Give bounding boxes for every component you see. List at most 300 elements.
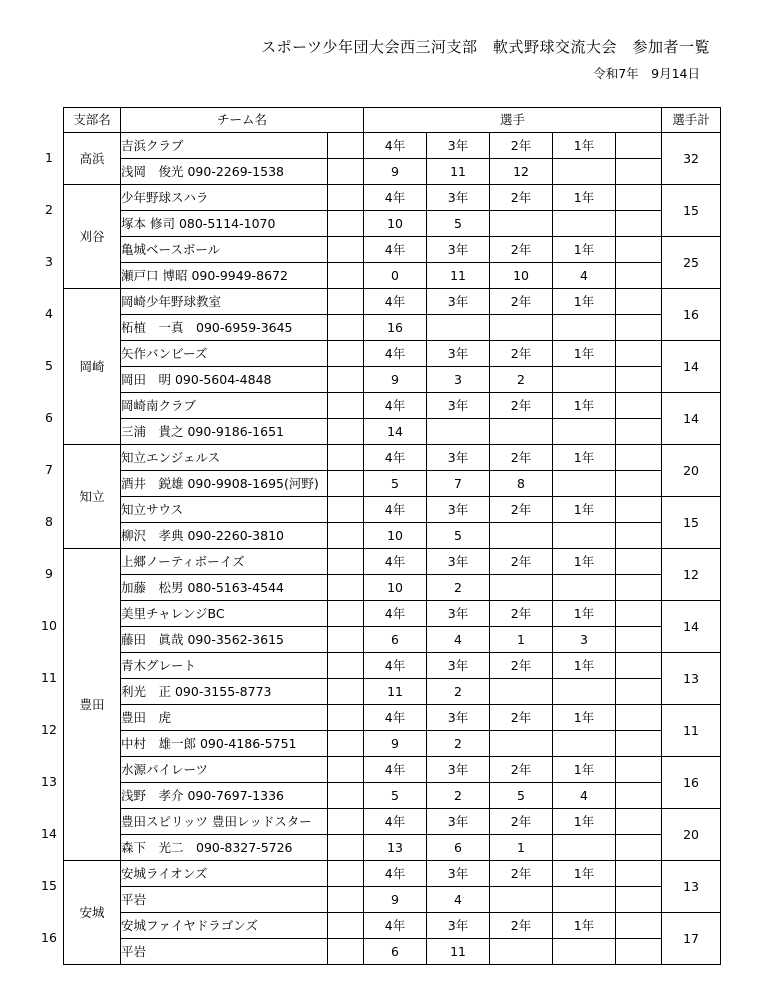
contact-info: 森下 光二 090-8327-5726: [121, 835, 328, 861]
grade-label: 2年: [490, 185, 553, 211]
team-name-spacer: [328, 393, 364, 419]
contact-info: 加藤 松男 080-5163-4544: [121, 575, 328, 601]
grade-count: [490, 523, 553, 549]
grade-count: [553, 887, 616, 913]
count-spacer: [616, 523, 662, 549]
grade-label: 3年: [427, 445, 490, 471]
grade-count: 12: [490, 159, 553, 185]
grade-label: 4年: [364, 393, 427, 419]
grade-label: 2年: [490, 705, 553, 731]
grade-count: [490, 887, 553, 913]
contact-row: [64, 263, 721, 289]
header-total: 選手計: [662, 108, 721, 133]
grade-count: [490, 211, 553, 237]
team-name: 吉浜クラブ: [121, 133, 328, 159]
contact-row: [64, 731, 721, 757]
team-row: [64, 653, 721, 679]
contact-spacer: [328, 627, 364, 653]
grade-count: 1: [490, 835, 553, 861]
count-spacer: [616, 783, 662, 809]
contact-spacer: [328, 263, 364, 289]
grade-count: 5: [364, 783, 427, 809]
grade-count: 9: [364, 731, 427, 757]
team-row: [64, 289, 721, 315]
grade-label: 3年: [427, 393, 490, 419]
grade-count: 4: [553, 263, 616, 289]
count-spacer: [616, 679, 662, 705]
branch-name: 知立: [64, 445, 121, 549]
team-row: [64, 705, 721, 731]
grade-count: 9: [364, 887, 427, 913]
grade-label: 3年: [427, 653, 490, 679]
grade-label: 2年: [490, 549, 553, 575]
team-row: [64, 757, 721, 783]
player-total: 15: [662, 185, 721, 237]
team-name-spacer: [328, 705, 364, 731]
contact-row: [64, 315, 721, 341]
player-total: 16: [662, 757, 721, 809]
grade-label: 1年: [553, 341, 616, 367]
team-name-spacer: [328, 601, 364, 627]
grade-label: 3年: [427, 913, 490, 939]
player-total: 14: [662, 601, 721, 653]
grade-label: 1年: [553, 757, 616, 783]
contact-info: 藤田 眞哉 090-3562-3615: [121, 627, 328, 653]
grade-label: 2年: [490, 393, 553, 419]
grade-label: 2年: [490, 497, 553, 523]
grade-spacer: [616, 913, 662, 939]
branch-name: 高浜: [64, 133, 121, 185]
player-total: 16: [662, 289, 721, 341]
count-spacer: [616, 575, 662, 601]
contact-row: [64, 367, 721, 393]
grade-count: [490, 939, 553, 965]
contact-spacer: [328, 783, 364, 809]
contact-info: 平岩: [121, 887, 328, 913]
contact-row: [64, 835, 721, 861]
contact-row: [64, 783, 721, 809]
grade-label: 4年: [364, 237, 427, 263]
header-team: チーム名: [121, 108, 364, 133]
contact-row: [64, 887, 721, 913]
grade-label: 3年: [427, 341, 490, 367]
team-row: [64, 601, 721, 627]
player-total: 13: [662, 653, 721, 705]
team-name: 青木グレート: [121, 653, 328, 679]
player-total: 17: [662, 913, 721, 965]
team-row: [64, 341, 721, 367]
grade-label: 2年: [490, 601, 553, 627]
team-name-spacer: [328, 809, 364, 835]
contact-info: 浅岡 俊光 090-2269-1538: [121, 159, 328, 185]
grade-label: 4年: [364, 133, 427, 159]
grade-spacer: [616, 861, 662, 887]
team-name: 豊田 虎: [121, 705, 328, 731]
grade-count: [553, 211, 616, 237]
team-row: [64, 445, 721, 471]
contact-row: [64, 939, 721, 965]
team-row: [64, 393, 721, 419]
row-number: 16: [41, 929, 57, 945]
grade-label: 4年: [364, 289, 427, 315]
grade-count: [553, 939, 616, 965]
row-number: 4: [45, 305, 53, 321]
row-number: 15: [41, 877, 57, 893]
grade-count: 2: [427, 783, 490, 809]
grade-label: 4年: [364, 861, 427, 887]
team-name-spacer: [328, 341, 364, 367]
grade-label: 1年: [553, 861, 616, 887]
contact-spacer: [328, 575, 364, 601]
grade-spacer: [616, 237, 662, 263]
team-row: [64, 861, 721, 887]
grade-spacer: [616, 185, 662, 211]
grade-label: 1年: [553, 185, 616, 211]
player-total: 11: [662, 705, 721, 757]
team-name-spacer: [328, 185, 364, 211]
grade-count: 3: [553, 627, 616, 653]
contact-info: 浅野 孝介 090-7697-1336: [121, 783, 328, 809]
grade-spacer: [616, 289, 662, 315]
grade-count: 5: [427, 211, 490, 237]
contact-info: 岡田 明 090-5604-4848: [121, 367, 328, 393]
count-spacer: [616, 159, 662, 185]
contact-spacer: [328, 315, 364, 341]
grade-count: 3: [427, 367, 490, 393]
team-name: 水源パイレーツ: [121, 757, 328, 783]
team-name-spacer: [328, 289, 364, 315]
contact-spacer: [328, 731, 364, 757]
contact-row: [64, 419, 721, 445]
contact-spacer: [328, 471, 364, 497]
grade-label: 2年: [490, 913, 553, 939]
branch-name: 刈谷: [64, 185, 121, 289]
grade-count: 2: [490, 367, 553, 393]
player-total: 20: [662, 445, 721, 497]
grade-label: 4年: [364, 705, 427, 731]
grade-spacer: [616, 497, 662, 523]
grade-label: 1年: [553, 653, 616, 679]
contact-row: [64, 679, 721, 705]
grade-count: 5: [364, 471, 427, 497]
contact-spacer: [328, 939, 364, 965]
grade-count: 6: [364, 939, 427, 965]
grade-label: 1年: [553, 445, 616, 471]
grade-label: 4年: [364, 757, 427, 783]
grade-count: [490, 679, 553, 705]
row-number: 6: [45, 409, 53, 425]
row-number: 2: [45, 201, 53, 217]
table-header-row: [64, 108, 721, 133]
team-row: [64, 237, 721, 263]
grade-label: 4年: [364, 809, 427, 835]
player-total: 14: [662, 341, 721, 393]
grade-spacer: [616, 705, 662, 731]
grade-count: 10: [364, 575, 427, 601]
row-number: 5: [45, 357, 53, 373]
grade-label: 3年: [427, 809, 490, 835]
team-row: [64, 133, 721, 159]
grade-label: 4年: [364, 653, 427, 679]
grade-count: [553, 471, 616, 497]
grade-label: 2年: [490, 289, 553, 315]
contact-row: [64, 159, 721, 185]
row-number: 3: [45, 253, 53, 269]
grade-label: 3年: [427, 133, 490, 159]
grade-label: 1年: [553, 913, 616, 939]
grade-count: 11: [427, 159, 490, 185]
grade-count: 0: [364, 263, 427, 289]
grade-count: 4: [553, 783, 616, 809]
grade-count: [427, 419, 490, 445]
grade-spacer: [616, 653, 662, 679]
team-name-spacer: [328, 445, 364, 471]
contact-row: [64, 523, 721, 549]
contact-row: [64, 471, 721, 497]
grade-label: 3年: [427, 549, 490, 575]
count-spacer: [616, 315, 662, 341]
contact-info: 瀬戸口 博昭 090-9949-8672: [121, 263, 328, 289]
team-name: 岡崎少年野球教室: [121, 289, 328, 315]
branch-name: 岡崎: [64, 289, 121, 445]
branch-name: 安城: [64, 861, 121, 965]
grade-label: 4年: [364, 445, 427, 471]
count-spacer: [616, 367, 662, 393]
contact-spacer: [328, 887, 364, 913]
player-total: 14: [662, 393, 721, 445]
grade-spacer: [616, 757, 662, 783]
team-row: [64, 185, 721, 211]
player-total: 25: [662, 237, 721, 289]
grade-count: [490, 731, 553, 757]
row-number: 11: [41, 669, 57, 685]
row-number: 7: [45, 461, 53, 477]
grade-count: 13: [364, 835, 427, 861]
team-name: 矢作バンビーズ: [121, 341, 328, 367]
grade-count: 5: [490, 783, 553, 809]
header-branch: 支部名: [64, 108, 121, 133]
team-name-spacer: [328, 861, 364, 887]
grade-spacer: [616, 445, 662, 471]
grade-label: 3年: [427, 289, 490, 315]
team-name-spacer: [328, 757, 364, 783]
contact-info: 平岩: [121, 939, 328, 965]
team-row: [64, 913, 721, 939]
row-number: 13: [41, 773, 57, 789]
grade-count: [553, 315, 616, 341]
grade-label: 2年: [490, 757, 553, 783]
grade-spacer: [616, 341, 662, 367]
grade-label: 1年: [553, 393, 616, 419]
contact-spacer: [328, 835, 364, 861]
grade-count: 1: [490, 627, 553, 653]
count-spacer: [616, 627, 662, 653]
grade-count: 6: [364, 627, 427, 653]
team-name-spacer: [328, 133, 364, 159]
team-name-spacer: [328, 497, 364, 523]
grade-count: 4: [427, 887, 490, 913]
grade-count: 7: [427, 471, 490, 497]
branch-name: 豊田: [64, 549, 121, 861]
count-spacer: [616, 731, 662, 757]
player-total: 32: [662, 133, 721, 185]
grade-spacer: [616, 601, 662, 627]
grade-count: 10: [364, 211, 427, 237]
grade-spacer: [616, 549, 662, 575]
player-total: 15: [662, 497, 721, 549]
team-name: 岡崎南クラブ: [121, 393, 328, 419]
contact-info: 柳沢 孝典 090-2260-3810: [121, 523, 328, 549]
contact-spacer: [328, 523, 364, 549]
grade-count: 9: [364, 159, 427, 185]
grade-label: 1年: [553, 601, 616, 627]
player-total: 20: [662, 809, 721, 861]
grade-count: 9: [364, 367, 427, 393]
grade-count: 11: [364, 679, 427, 705]
grade-label: 3年: [427, 757, 490, 783]
grade-label: 2年: [490, 653, 553, 679]
player-total: 12: [662, 549, 721, 601]
team-name: 豊田スピリッツ 豊田レッドスター: [121, 809, 328, 835]
page-title: スポーツ少年団大会西三河支部 軟式野球交流大会 参加者一覧: [261, 38, 710, 56]
grade-label: 2年: [490, 445, 553, 471]
count-spacer: [616, 419, 662, 445]
grade-label: 1年: [553, 289, 616, 315]
grade-count: [490, 419, 553, 445]
contact-info: 酒井 鋭雄 090-9908-1695(河野): [121, 471, 328, 497]
grade-count: [553, 367, 616, 393]
team-name-spacer: [328, 237, 364, 263]
grade-count: 2: [427, 575, 490, 601]
grade-count: [553, 575, 616, 601]
contact-row: [64, 627, 721, 653]
grade-label: 3年: [427, 185, 490, 211]
contact-spacer: [328, 679, 364, 705]
grade-spacer: [616, 809, 662, 835]
roster-body: [64, 133, 721, 965]
grade-label: 2年: [490, 133, 553, 159]
team-name: 知立サウス: [121, 497, 328, 523]
grade-label: 3年: [427, 861, 490, 887]
team-row: [64, 497, 721, 523]
team-name: 美里チャレンジBC: [121, 601, 328, 627]
team-name: 知立エンジェルス: [121, 445, 328, 471]
row-number: 12: [41, 721, 57, 737]
grade-count: 11: [427, 939, 490, 965]
row-number: 9: [45, 565, 53, 581]
grade-count: 5: [427, 523, 490, 549]
row-number: 10: [41, 617, 57, 633]
event-date: 令和7年 9月14日: [593, 66, 700, 81]
player-total: 13: [662, 861, 721, 913]
grade-count: [553, 679, 616, 705]
grade-label: 3年: [427, 601, 490, 627]
grade-label: 1年: [553, 133, 616, 159]
grade-count: 14: [364, 419, 427, 445]
grade-label: 1年: [553, 497, 616, 523]
grade-label: 1年: [553, 809, 616, 835]
grade-count: 6: [427, 835, 490, 861]
row-number: 14: [41, 825, 57, 841]
grade-label: 1年: [553, 237, 616, 263]
grade-label: 3年: [427, 705, 490, 731]
grade-label: 4年: [364, 601, 427, 627]
contact-info: 柘植 一真 090-6959-3645: [121, 315, 328, 341]
grade-label: 2年: [490, 237, 553, 263]
team-name: 少年野球スハラ: [121, 185, 328, 211]
contact-spacer: [328, 419, 364, 445]
grade-label: 4年: [364, 549, 427, 575]
grade-count: 16: [364, 315, 427, 341]
contact-row: [64, 211, 721, 237]
grade-count: [553, 159, 616, 185]
contact-info: 三浦 貴之 090-9186-1651: [121, 419, 328, 445]
team-name-spacer: [328, 913, 364, 939]
grade-label: 4年: [364, 185, 427, 211]
contact-info: 塚本 修司 080-5114-1070: [121, 211, 328, 237]
grade-count: 10: [364, 523, 427, 549]
count-spacer: [616, 835, 662, 861]
grade-count: [553, 523, 616, 549]
team-row: [64, 809, 721, 835]
grade-label: 1年: [553, 549, 616, 575]
contact-spacer: [328, 159, 364, 185]
team-name: 亀城ベースボール: [121, 237, 328, 263]
grade-label: 4年: [364, 341, 427, 367]
grade-label: 3年: [427, 237, 490, 263]
grade-count: 2: [427, 731, 490, 757]
count-spacer: [616, 211, 662, 237]
team-name: 上郷ノーティボーイズ: [121, 549, 328, 575]
count-spacer: [616, 471, 662, 497]
grade-count: 2: [427, 679, 490, 705]
row-number: 1: [45, 149, 53, 165]
contact-row: [64, 575, 721, 601]
header-players: 選手: [364, 108, 662, 133]
grade-count: [490, 575, 553, 601]
grade-count: [490, 315, 553, 341]
grade-count: 11: [427, 263, 490, 289]
grade-count: 8: [490, 471, 553, 497]
team-name: 安城ファイヤドラゴンズ: [121, 913, 328, 939]
contact-info: 中村 雄一郎 090-4186-5751: [121, 731, 328, 757]
roster-table: [63, 107, 721, 965]
grade-label: 4年: [364, 497, 427, 523]
grade-spacer: [616, 133, 662, 159]
grade-label: 2年: [490, 861, 553, 887]
grade-count: [427, 315, 490, 341]
count-spacer: [616, 263, 662, 289]
contact-info: 利光 正 090-3155-8773: [121, 679, 328, 705]
contact-spacer: [328, 367, 364, 393]
count-spacer: [616, 887, 662, 913]
grade-spacer: [616, 393, 662, 419]
team-name: 安城ライオンズ: [121, 861, 328, 887]
grade-count: [553, 419, 616, 445]
team-name-spacer: [328, 549, 364, 575]
grade-count: [553, 835, 616, 861]
grade-label: 2年: [490, 809, 553, 835]
count-spacer: [616, 939, 662, 965]
grade-label: 1年: [553, 705, 616, 731]
grade-label: 4年: [364, 913, 427, 939]
grade-count: 4: [427, 627, 490, 653]
contact-spacer: [328, 211, 364, 237]
row-number: 8: [45, 513, 53, 529]
grade-label: 2年: [490, 341, 553, 367]
team-row: [64, 549, 721, 575]
grade-count: 10: [490, 263, 553, 289]
